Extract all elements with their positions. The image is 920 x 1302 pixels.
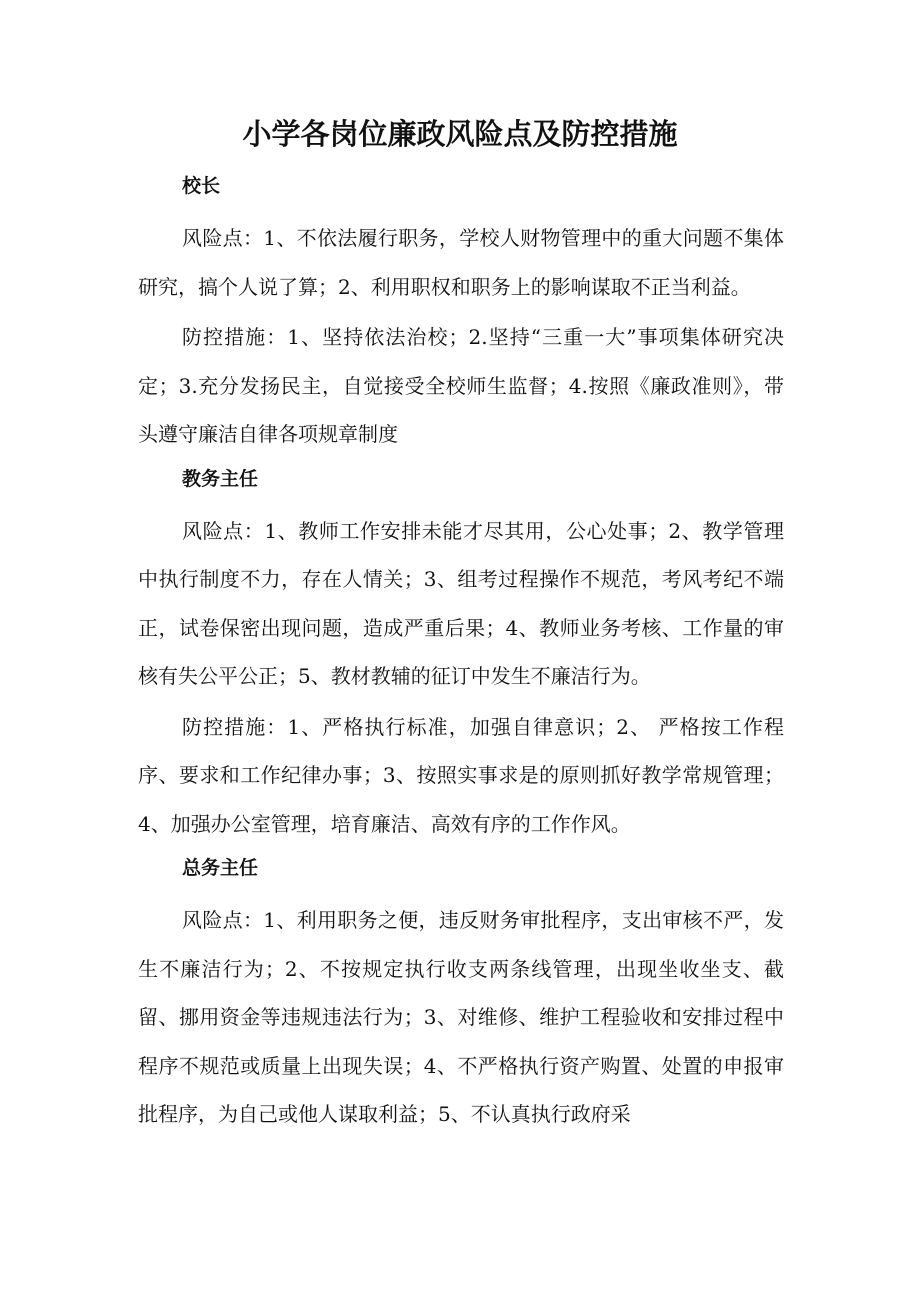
document-body [138, 168, 784, 1141]
section-heading: 校长 [182, 175, 221, 197]
section-general-affairs-director [138, 850, 784, 1139]
risk-paragraph: 风险点：1、利用职务之便，违反财务审批程序，支出审核不严，发生不廉洁行为；2、不按规定执行收支两条线管理，出现坐收坐支、截留、挪用资金等违规违法行为；3、对维修、维护工程验收和安排过程中程序不规范或质量上出现失误；4、不严格执行资产购置、处置的申报审批程序，为自己或他人谋取利益；5、不认真执行政府采 [138, 908, 784, 1126]
control-paragraph: 防控措施：1、严格执行标准，加强自律意识；2、 严格按工作程序、要求和工作纪律办事；3、按照实事求是的原则抓好教学常规管理；4、加强办公室管理，培育廉洁、高效有序的工作作风。 [138, 714, 784, 836]
control-paragraph: 防控措施：1、坚持依法治校；2.坚持“三重一大”事项集体研究决定；3.充分发扬民主，自觉接受全校师生监督；4.按照《廉政准则》，带头遵守廉洁自律各项规章制度 [138, 325, 784, 446]
risk-paragraph: 风险点：1、不依法履行职务，学校人财物管理中的重大问题不集体研究，搞个人说了算；2、利用职权和职务上的影响谋取不正当利益。 [138, 226, 784, 299]
section-principal [138, 168, 784, 459]
section-heading: 总务主任 [182, 857, 259, 879]
document-title: 小学各岗位廉政风险点及防控措施 [242, 117, 678, 151]
section-heading: 教务主任 [182, 467, 259, 490]
risk-paragraph: 风险点：1、教师工作安排未能才尽其用，公心处事；2、教学管理中执行制度不力，存在人情关；3、组考过程操作不规范，考风考纪不端正，试卷保密出现问题，造成严重后果；4、教师业务考核、工作量的审核有失公平公正；5、教材教辅的征订中发生不廉洁行为。 [138, 518, 784, 688]
section-academic-director [138, 461, 784, 849]
